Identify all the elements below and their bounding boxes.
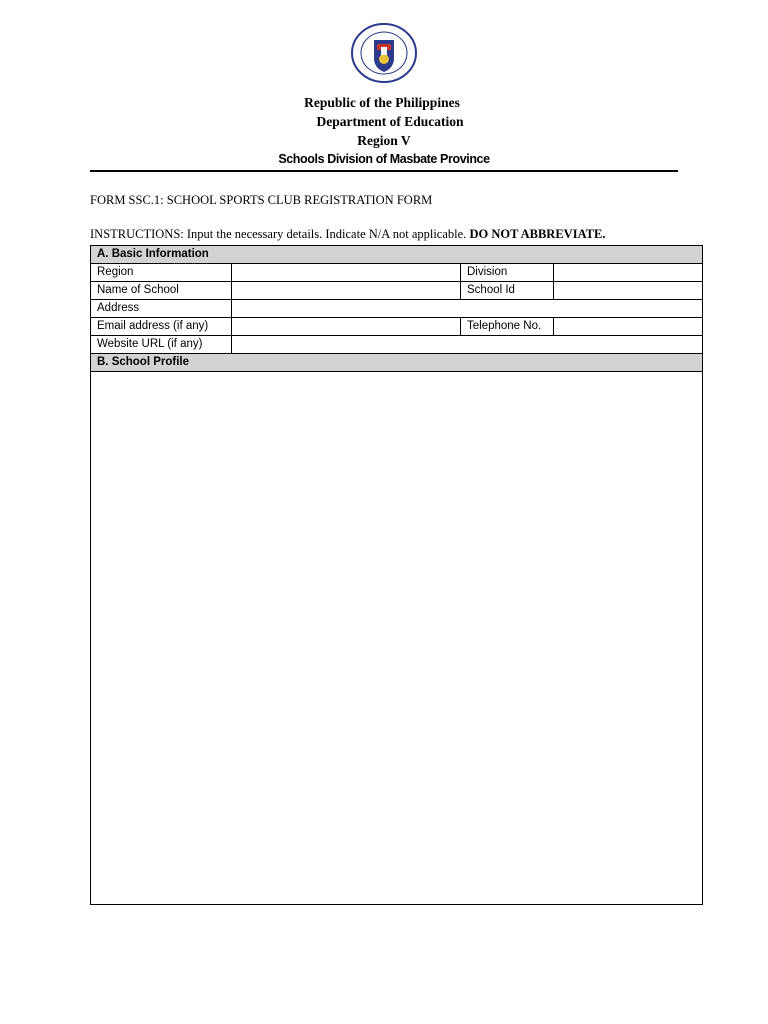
instructions-text: INSTRUCTIONS: Input the necessary details. Indicate N/A not applicable. [90,227,467,241]
region-label: Region [91,264,232,282]
website-label: Website URL (if any) [91,336,232,354]
address-field[interactable] [232,300,703,318]
school-id-field[interactable] [554,282,703,300]
section-basic-information: A. Basic Information [91,246,703,264]
website-field[interactable] [232,336,703,354]
telephone-label: Telephone No. [461,318,554,336]
header-department: Department of Education [316,114,464,129]
header-region: Region V [357,133,411,148]
school-profile-area[interactable] [91,372,703,905]
section-school-profile: B. School Profile [91,354,703,372]
form-title: FORM SSC.1: SCHOOL SPORTS CLUB REGISTRATION FORM [90,193,433,207]
instructions [90,227,605,242]
email-field[interactable] [232,318,461,336]
header-republic: Republic of the Philippines [304,95,460,110]
school-name-label: Name of School [91,282,232,300]
telephone-field[interactable] [554,318,703,336]
address-label: Address [91,300,232,318]
header-divider [90,170,678,172]
region-field[interactable] [232,264,461,282]
registration-form-table [90,245,703,905]
school-name-field[interactable] [232,282,461,300]
header-division: Schools Division of Masbate Province [278,152,490,166]
email-label: Email address (if any) [91,318,232,336]
deped-seal-logo [350,22,418,84]
division-field[interactable] [554,264,703,282]
school-id-label: School Id [461,282,554,300]
instructions-emphasis: DO NOT ABBREVIATE. [469,227,606,241]
division-label: Division [461,264,554,282]
